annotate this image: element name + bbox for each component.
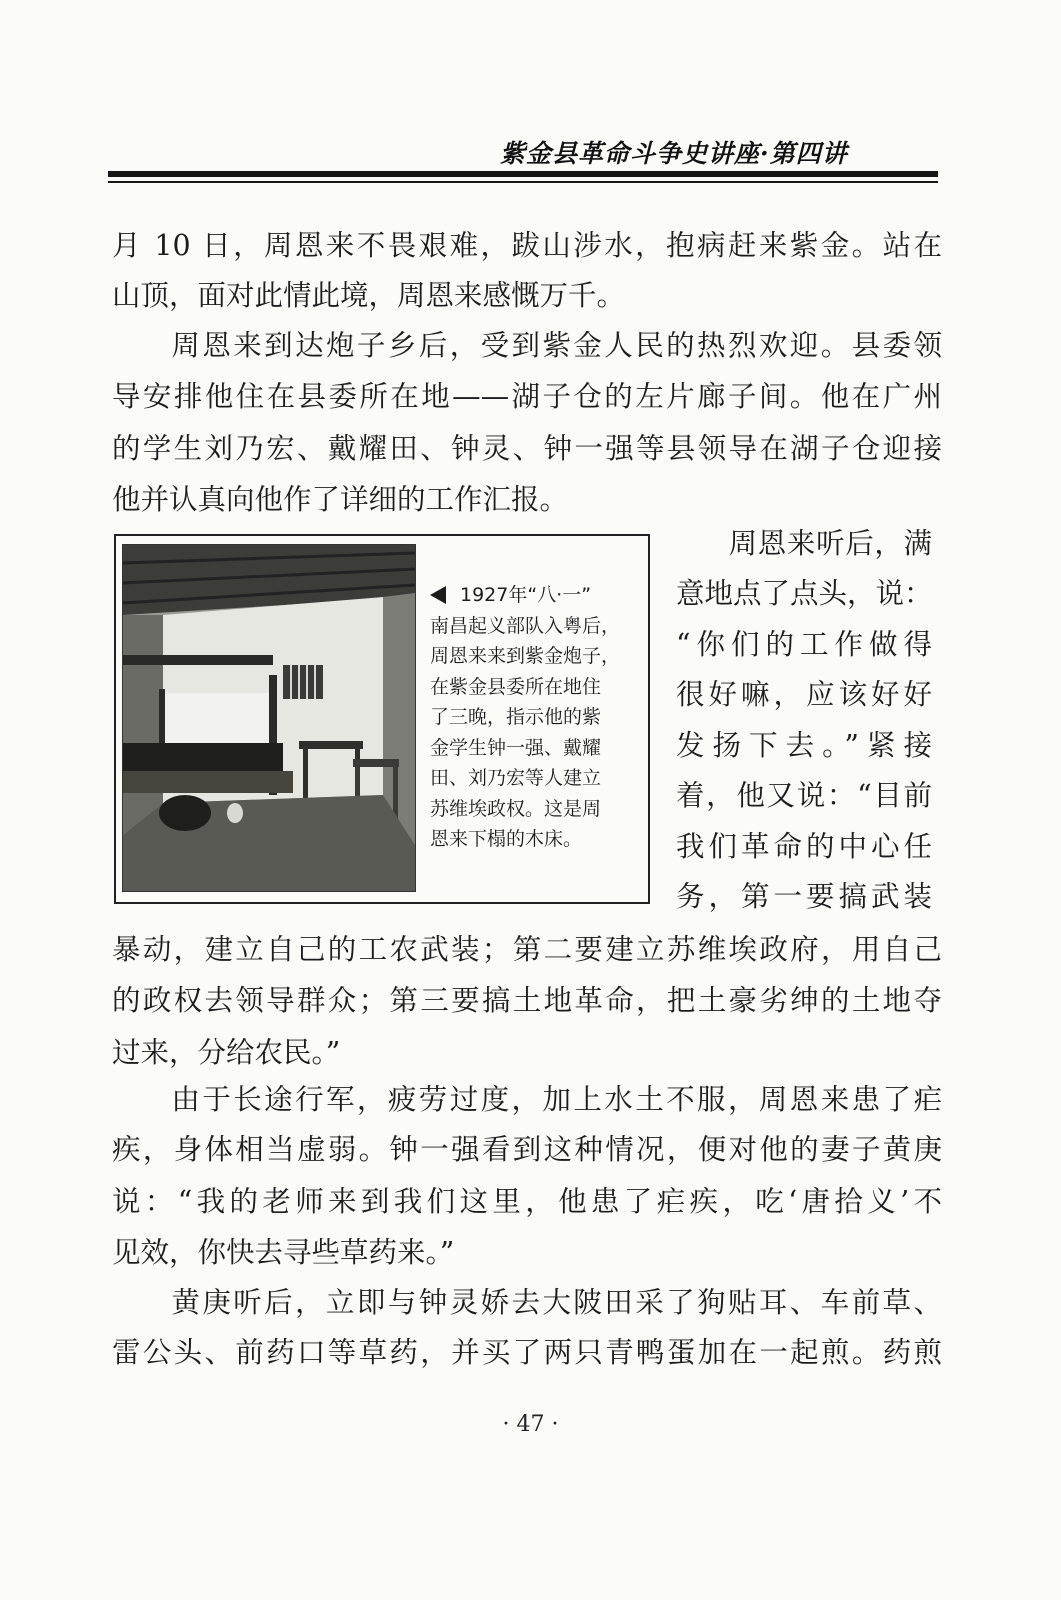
body-line: 导安排他住在县委所在地——湖子仓的左片廊子间。他在广州 <box>112 380 942 413</box>
body-line: 发扬下去。”紧接 <box>676 729 932 762</box>
body-line: 意地点了点头，说： <box>676 577 933 610</box>
body-line: 月 10 日，周恩来不畏艰难，跋山涉水，抱病赶来紫金。站在 <box>112 229 942 262</box>
caption-line: 南昌起义部队入粤后， <box>430 614 621 637</box>
caption-line: 金学生钟一强、戴耀 <box>430 736 602 759</box>
body-line: 很好嘛，应该好好 <box>676 678 932 711</box>
body-line: 他并认真向他作了详细的工作汇报。 <box>112 483 569 516</box>
body-line: 着，他又说：“目前 <box>676 779 932 812</box>
page-number: · 47 · <box>502 1412 559 1437</box>
header-rule-thin <box>108 181 938 183</box>
body-line: 我们革命的中心任 <box>676 830 932 863</box>
running-header-title: 紫金县革命斗争史讲座·第四讲 <box>500 139 848 168</box>
body-line: 过来，分给农民。” <box>112 1036 341 1069</box>
figure-box <box>114 534 650 904</box>
caption-line: 田、刘乃宏等人建立 <box>430 767 602 789</box>
body-line: 暴动，建立自己的工农武装；第二要建立苏维埃政府，用自己 <box>112 933 942 966</box>
body-line: 疾，身体相当虚弱。钟一强看到这种情况，便对他的妻子黄庚 <box>112 1133 942 1166</box>
caption-line: 周恩来来到紫金炮子， <box>430 645 621 667</box>
body-line <box>676 522 932 566</box>
caption-line: 恩来下榻的木床。 <box>430 828 583 850</box>
body-line: 务，第一要搞武装 <box>676 880 932 913</box>
body-line: 山顶，面对此情此境，周恩来感慨万千。 <box>112 279 626 312</box>
bed-photo <box>122 544 416 892</box>
body-line: 的学生刘乃宏、戴耀田、钟灵、钟一强等县领导在湖子仓迎接 <box>112 432 942 465</box>
body-line-text: 周恩来到达炮子乡后，受到紫金人民的热烈欢迎。县委领 <box>169 329 942 362</box>
body-line-text: 黄庚听后，立即与钟灵娇去大陂田采了狗贴耳、车前草、 <box>169 1286 942 1319</box>
figure-caption <box>430 580 640 855</box>
caption-line: 在紫金县委所在地住 <box>430 675 602 698</box>
body-line-text: 周恩来听后，满 <box>728 527 932 560</box>
body-line: 见效，你快去寻些草药来。” <box>112 1236 455 1269</box>
body-line: 雷公头、前药口等草药，并买了两只青鸭蛋加在一起煎。药煎 <box>112 1336 942 1369</box>
body-line-text: 由于长途行军，疲劳过度，加上水土不服，周恩来患了疟 <box>169 1083 942 1116</box>
caption-line: 1927年“八·一” <box>460 584 592 606</box>
body-line: 的政权去领导群众；第三要搞土地革命，把土豪劣绅的土地夺 <box>112 984 942 1017</box>
body-line: “你们的工作做得 <box>676 628 932 661</box>
caption-line: 了三晚，指示他的紫 <box>430 706 602 728</box>
body-line <box>112 1281 942 1325</box>
body-line <box>112 1078 942 1122</box>
body-line: 说：“我的老师来到我们这里，他患了疟疾，吃‘唐拾义’不 <box>112 1185 942 1218</box>
body-line <box>112 324 942 368</box>
caption-line: 苏维埃政权。这是周 <box>430 797 602 820</box>
left-triangle-icon <box>430 586 446 604</box>
header-rule-thick <box>108 171 938 177</box>
